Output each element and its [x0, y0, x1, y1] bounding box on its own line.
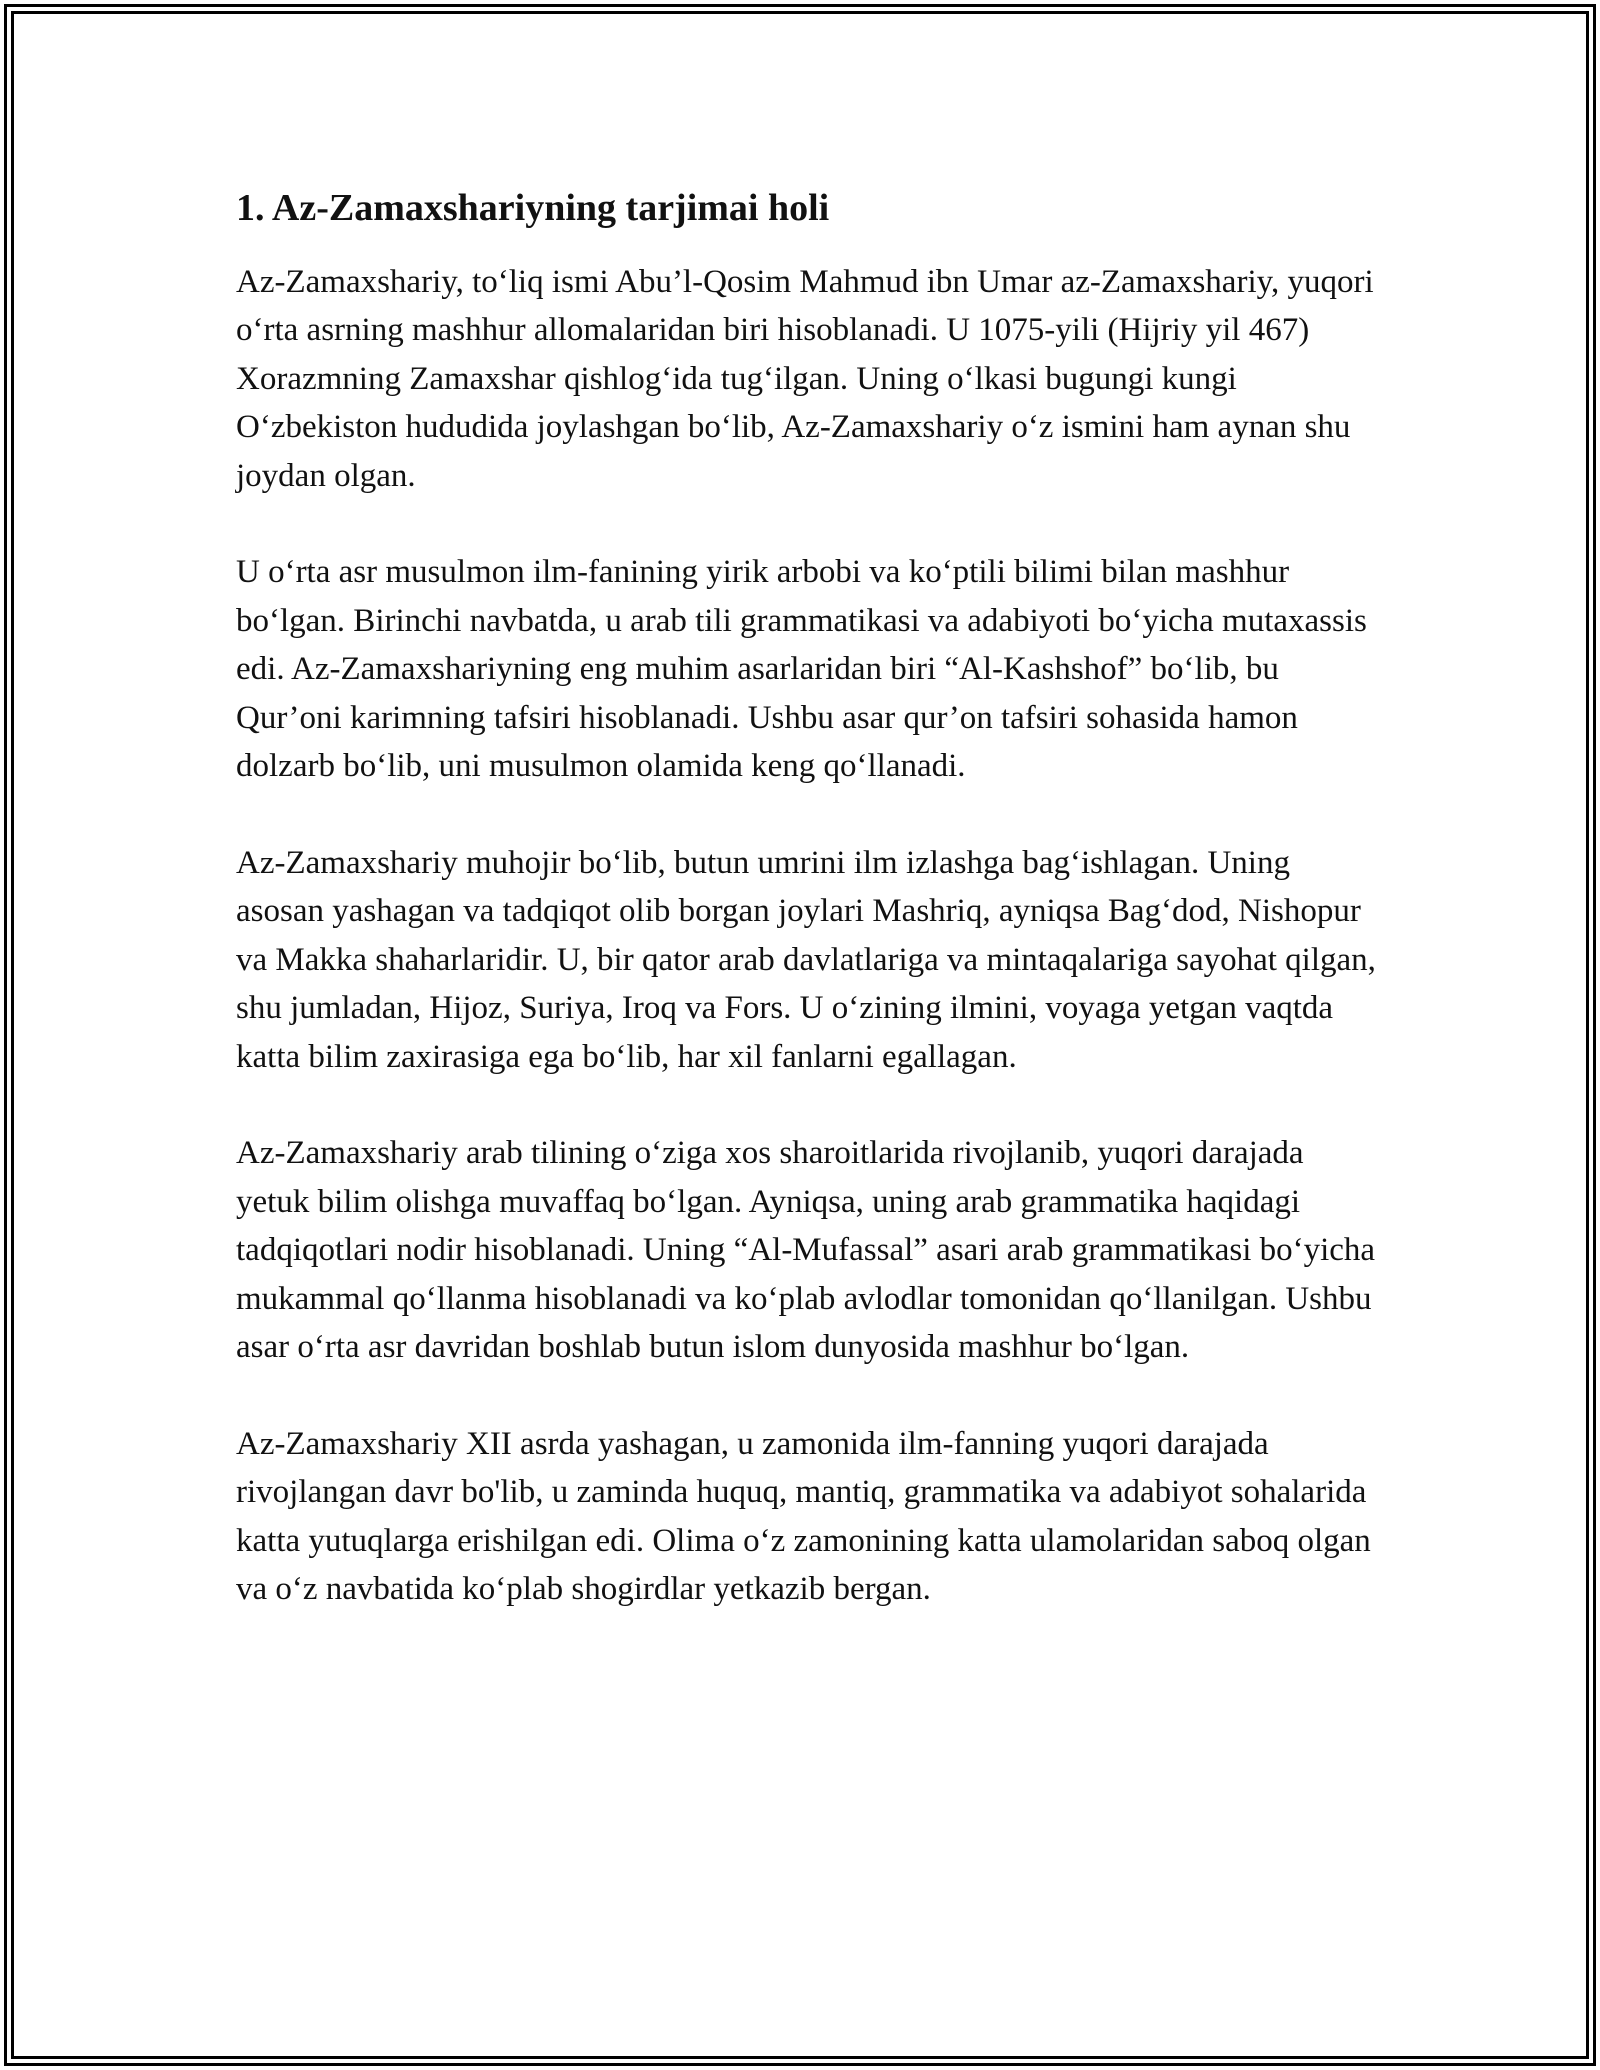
paragraph-2: U o‘rta asr musulmon ilm-fanining yirik arbobi va ko‘ptili bilimi bilan mashhur bo‘lgan. Birinchi navbatda, u arab tili grammatikasi va adabiyoti bo‘yicha mutaxassis edi. Az-Zamaxshariyning eng muhim asarlaridan biri “Al-Kashshof” bo‘lib, bu Qur’oni karimning tafsiri hisoblanadi. Ushbu asar qur’on tafsiri sohasida hamon dolzarb bo‘lib, uni musulmon olamida keng qo‘llanadi.	[236, 554, 1367, 785]
paragraph-5: Az-Zamaxshariy XII asrda yashagan, u zamonida ilm-fanning yuqori darajada rivojlangan davr bo'lib, u zaminda huquq, mantiq, grammatika va adabiyot sohalarida katta yutuqlarga erishilgan edi. Olima o‘z zamonining katta ulamolaridan saboq olgan va o‘z navbatida ko‘plab shogirdlar yetkazib bergan.	[236, 1425, 1371, 1608]
document-body	[236, 186, 1376, 1662]
paragraph-4: Az-Zamaxshariy arab tilining o‘ziga xos sharoitlarida rivojlanib, yuqori darajada yetuk bilim olishga muvaffaq bo‘lgan. Ayniqsa, uning arab grammatika haqidagi tadqiqotlari nodir hisoblanadi. Uning “Al-Mufassal” asari arab grammatikasi bo‘yicha mukammal qo‘llanma hisoblanadi va ko‘plab avlodlar tomonidan qo‘llanilgan. Ushbu asar o‘rta asr davridan boshlab butun islom dunyosida mashhur bo‘lgan.	[236, 1135, 1376, 1366]
paragraph-1: Az-Zamaxshariy, to‘liq ismi Abu’l-Qosim Mahmud ibn Umar az-Zamaxshariy, yuqori o‘rta asrning mashhur allomalaridan biri hisoblanadi. U 1075-yili (Hijriy yil 467) Xorazmning Zamaxshar qishlog‘ida tug‘ilgan. Uning o‘lkasi bugungi kungi O‘zbekiston hududida joylashgan bo‘lib, Az-Zamaxshariy o‘z ismini ham aynan shu joydan olgan.	[236, 263, 1374, 494]
paragraph-3: Az-Zamaxshariy muhojir bo‘lib, butun umrini ilm izlashga bag‘ishlagan. Uning asosan yashagan va tadqiqot olib borgan joylari Mashriq, ayniqsa Bag‘dod, Nishopur va Makka shaharlaridir. U, bir qator arab davlatlariga va mintaqalariga sayohat qilgan, shu jumladan, Hijoz, Suriya, Iroq va Fors. U o‘zining ilmini, voyaga yetgan vaqtda katta bilim zaxirasiga ega bo‘lib, har xil fanlarni egallagan.	[236, 844, 1376, 1075]
section-heading: 1. Az-Zamaxshariyning tarjimai holi	[236, 187, 830, 229]
